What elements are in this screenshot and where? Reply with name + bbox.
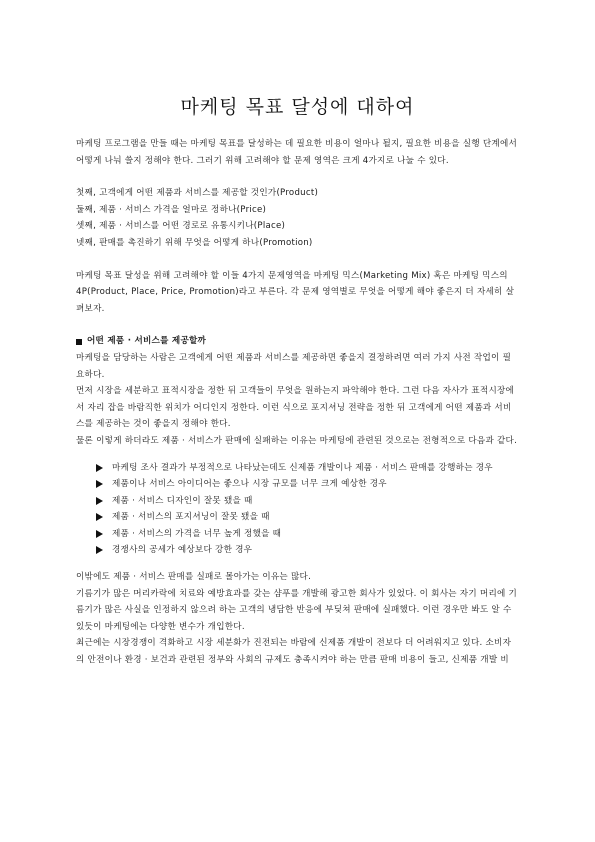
- triangle-bullet-icon: [96, 530, 103, 538]
- section-paragraph: 마케팅을 담당하는 사람은 고객에게 어떤 제품과 서비스를 제공하면 좋을지 결정하려면 여러 가지 사전 작업이 필요하다.: [76, 352, 512, 380]
- section-paragraph: 먼저 시장을 세분하고 표적시장을 정한 뒤 고객들이 무엇을 원하는지 파악해야 한다. 그런 다음 자사가 표적시장에서 자리 잡을 바람직한 위치가 어디인지 정한다. 이런 식으로 포지셔닝 전략을 정한 뒤 고객에게 어떤 제품과 서비스를 제공하는 것이 좋을지 정해야 한다.: [76, 386, 515, 430]
- question-price: 둘째, 제품 · 서비스 가격을 얼마로 정하나(Price): [76, 204, 267, 215]
- marketing-mix-paragraph: 마케팅 목표 달성을 위해 고려해야 할 이들 4가지 문제영역을 마케팅 믹스(Marketing Mix) 혹은 마케팅 믹스의 4P(Product, Place, Price, Promotion)라고 부른다. 각 문제 영역별로 무엇을 어떻게 해야 좋은지 더 자세히 살펴보자.: [76, 270, 515, 314]
- question-promotion: 넷째, 판매를 촉진하기 위해 무엇을 어떻게 하나(Promotion): [76, 237, 313, 248]
- triangle-bullet-icon: [96, 497, 103, 505]
- triangle-bullet-icon: [96, 464, 103, 472]
- list-item: 제품이나 서비스 아이디어는 좋으나 시장 규모를 너무 크게 예상한 경우: [96, 476, 518, 493]
- square-bullet-icon: [76, 339, 82, 345]
- section-paragraph: 물론 이렇게 하더라도 제품 · 서비스가 판매에 실패하는 이유는 마케팅에 관련된 것으로는 전형적으로 다음과 같다.: [76, 435, 518, 446]
- triangle-bullet-icon: [96, 513, 103, 521]
- closing-paragraph: 기름기가 많은 머리카락에 치료와 예방효과를 갖는 샴푸를 개발해 광고한 회사가 있었다. 이 회사는 자기 머리에 기름기가 많은 사실을 인정하지 않으려 하는 고객의 냉담한 반응에 부딪쳐 판매에 실패했다. 이런 경우만 봐도 알 수 있듯이 마케팅에는 다양한 변수가 개입한다.: [76, 588, 518, 632]
- failure-reasons-list: [76, 460, 518, 560]
- question-product: 첫째, 고객에게 어떤 제품과 서비스를 제공할 것인가(Product): [76, 188, 319, 199]
- document-body: [76, 136, 518, 669]
- section-heading: [76, 333, 518, 350]
- list-item: 제품 · 서비스의 포지셔닝이 잘못 됐을 때: [96, 509, 518, 526]
- intro-paragraph: 마케팅 프로그램을 만들 때는 마케팅 목표를 달성하는 데 필요한 비용이 얼마나 될지, 필요한 비용을 실행 단계에서 어떻게 나눠 쓸지 정해야 한다. 그러기 위해 고려해야 할 문제 영역은 크게 4가지로 나눌 수 있다.: [76, 139, 518, 166]
- closing-paragraph: 이밖에도 제품 · 서비스 판매를 실패로 몰아가는 이유는 많다.: [76, 572, 312, 583]
- document-title: 마케팅 목표 달성에 대하여: [180, 96, 415, 118]
- list-item: 마케팅 조사 결과가 부정적으로 나타났는데도 신제품 개발이나 제품 · 서비스 판매를 강행하는 경우: [96, 460, 518, 477]
- list-item: 제품 · 서비스의 가격을 너무 높게 정했을 때: [96, 526, 518, 543]
- closing-paragraph: 최근에는 시장경쟁이 격화하고 시장 세분화가 진전되는 바람에 신제품 개발이 전보다 더 어려워지고 있다. 소비자의 안전이나 환경 · 보건과 관련된 정부와 사회의 규제도 충족시켜야 하는 만큼 판매 비용이 들고, 신제품 개발 비: [76, 638, 512, 666]
- question-place: 셋째, 제품 · 서비스를 어떤 경로로 유통시키나(Place): [76, 221, 286, 232]
- list-item: 제품 · 서비스 디자인이 잘못 됐을 때: [96, 493, 518, 510]
- list-item: 경쟁사의 공세가 예상보다 강한 경우: [96, 542, 518, 559]
- triangle-bullet-icon: [96, 480, 103, 488]
- triangle-bullet-icon: [96, 546, 103, 554]
- section-heading-text: 어떤 제품 · 서비스를 제공할까: [87, 336, 207, 347]
